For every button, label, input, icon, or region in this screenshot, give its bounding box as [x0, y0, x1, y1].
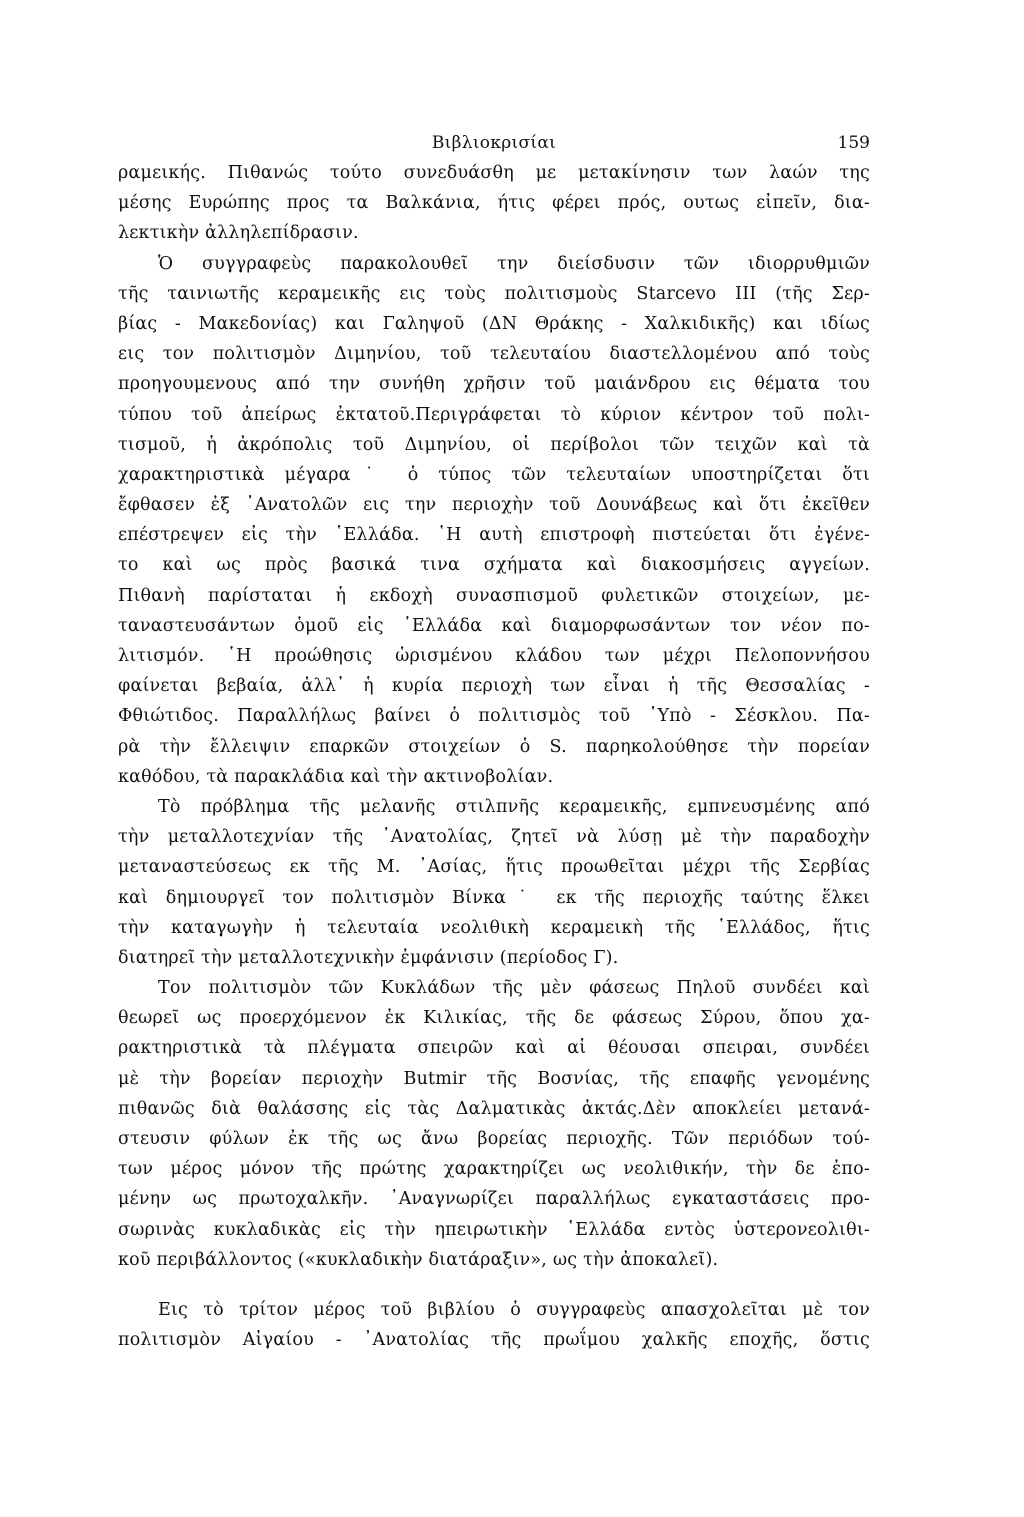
text-line: ραμεικής. Πιθανώς τούτο συνεδυάσθη με μετακίνησιν των λαών της [118, 163, 870, 183]
text-line: χαρακτηριστικὰ μέγαρα˙ ὁ τύπος τῶν τελευταίων υποστηρίζεται ὅτι [118, 464, 870, 485]
paragraph [118, 792, 870, 973]
text-line: εις τον πολιτισμὸν Διμηνίου, τοῦ τελευταίου διαστελλομένου από τοὺς [118, 344, 870, 365]
paragraph [118, 158, 870, 249]
text-line: προηγουμενους από την συνήθη χρῆσιν τοῦ μαιάνδρου εις θέματα του [118, 374, 870, 395]
text-line: στευσιν φύλων ἐκ τῆς ως ἄνω βορείας περιοχῆς. Τῶν περιόδων τού- [118, 1129, 870, 1149]
text-line: Τὸ πρόβλημα τῆς μελανῆς στιλπνῆς κεραμεικῆς, εμπνευσμένης από [158, 796, 870, 817]
text-line: τὴν μεταλλοτεχνίαν τῆς ᾿Ανατολίας, ζητεῖ νὰ λύσῃ μὲ τὴν παραδοχὴν [118, 827, 870, 848]
text-line: λεκτικὴν ἀλληλεπίδρασιν. [118, 223, 359, 244]
text-line: Εις τὸ τρίτον μέρος τοῦ βιβλίου ὁ συγγραφεὺς απασχολεῖται μὲ τον [158, 1299, 870, 1320]
text-line: θεωρεῖ ως προερχόμενον ἐκ Κιλικίας, τῆς δε φάσεως Σύρου, ὅπου χα- [118, 1008, 870, 1029]
text-line: Φθιώτιδος. Παραλλήλως βαίνει ὁ πολιτισμὸς τοῦ ῾Υπὸ - Σέσκλου. Πα- [118, 706, 870, 727]
text-line: πολιτισμὸν Αἰγαίου - ᾿Ανατολίας τῆς πρωΐμου χαλκῆς εποχῆς, ὅστις [118, 1330, 870, 1351]
paragraph [118, 249, 870, 792]
page-number: 159 [837, 133, 870, 153]
text-line: πιθανῶς διὰ θαλάσσης εἰς τὰς Δαλματικὰς ἀκτάς.Δὲν αποκλείει μετανά- [118, 1098, 870, 1119]
text-line: ταναστευσάντων ὁμοῦ εἰς ῾Ελλάδα καὶ διαμορφωσάντων τον νέον πο- [118, 615, 870, 636]
text-line: σωρινὰς κυκλαδικὰς εἰς τὴν ηπειρωτικὴν ῾Ελλάδα εντὸς ὑστερονεολιθι- [118, 1219, 870, 1240]
text-line: τισμοῦ, ἡ ἀκρόπολις τοῦ Διμηνίου, οἱ περίβολοι τῶν τειχῶν καὶ τὰ [118, 434, 870, 455]
text-line: κοῦ περιβάλλοντος («κυκλαδικὴν διατάραξιν», ως τὴν ἀποκαλεῖ). [118, 1249, 719, 1270]
text-line: διατηρεῖ τὴν μεταλλοτεχνικὴν ἐμφάνισιν (περίοδος Γ). [118, 947, 619, 968]
text-line: τὴν καταγωγὴν ἡ τελευταία νεολιθικὴ κεραμεικὴ τῆς ῾Ελλάδος, ἥτις [118, 917, 870, 938]
text-line: μὲ τὴν βορείαν περιοχὴν Butmir τῆς Βοσνίας, τῆς επαφῆς γενομένης [118, 1068, 870, 1089]
text-line: ρὰ τὴν ἔλλειψιν επαρκῶν στοιχείων ὁ S. παρηκολούθησε τὴν πορείαν [118, 736, 870, 757]
paragraph [118, 973, 870, 1275]
text-line: το καὶ ως πρὸς βασικά τινα σχήματα καὶ διακοσμήσεις αγγείων. [118, 555, 870, 576]
text-line: βίας - Μακεδονίας) και Γαληψοῦ (ΔΝ Θράκης - Χαλκιδικῆς) και ιδίως [118, 313, 870, 334]
text-line: Πιθανὴ παρίσταται ἡ εκδοχὴ συνασπισμοῦ φυλετικῶν στοιχείων, με- [118, 585, 870, 606]
body-text [118, 158, 870, 1355]
text-line: φαίνεται βεβαία, ἀλλ᾿ ἡ κυρία περιοχὴ των εἶναι ἡ τῆς Θεσσαλίας - [118, 676, 870, 697]
text-line: λιτισμόν. ῾Η προώθησις ὡρισμένου κλάδου των μέχρι Πελοποννήσου [118, 646, 870, 666]
paragraph [118, 1295, 870, 1355]
text-line: των μέρος μόνον τῆς πρώτης χαρακτηρίζει ως νεολιθικήν, τὴν δε ἑπο- [118, 1159, 870, 1180]
running-header [118, 128, 870, 158]
text-line: καὶ δημιουργεῖ τον πολιτισμὸν Βίνκα˙ εκ τῆς περιοχῆς ταύτης ἕλκει [118, 887, 870, 908]
text-line: μένην ως πρωτοχαλκῆν. ᾿Αναγνωρίζει παραλλήλως εγκαταστάσεις προ- [118, 1189, 870, 1210]
paragraph-gap [118, 1275, 870, 1295]
running-title: Βιβλιοκρισίαι [431, 133, 557, 153]
text-line: Τον πολιτισμὸν τῶν Κυκλάδων τῆς μὲν φάσεως Πηλοῦ συνδέει καὶ [158, 978, 870, 999]
text-line: μέσης Ευρώπης προς τα Βαλκάνια, ήτις φέρει πρός, ουτως εἰπεῖν, δια- [118, 193, 870, 214]
text-line: Ὁ συγγραφεὺς παρακολουθεῖ την διείσδυσιν τῶν ιδιορρυθμιῶν [158, 253, 870, 274]
text-line: επέστρεψεν εἰς τὴν ῾Ελλάδα. ῾Η αυτὴ επιστροφὴ πιστεύεται ὅτι ἐγένε- [118, 525, 870, 546]
text-line: καθόδου, τὰ παρακλάδια καὶ τὴν ακτινοβολίαν. [118, 766, 554, 787]
text-line: τύπου τοῦ ἀπείρως ἐκτατοῦ.Περιγράφεται τὸ κύριον κέντρον τοῦ πολι- [118, 404, 870, 425]
text-line: τῆς ταινιωτῆς κεραμεικῆς εις τοὺς πολιτισμοὺς Starcevo III (τῆς Σερ- [118, 283, 870, 304]
text-line: ἔφθασεν ἐξ ᾿Ανατολῶν εις την περιοχὴν τοῦ Δουνάβεως καὶ ὅτι ἐκεῖθεν [118, 495, 870, 516]
text-line: ρακτηριστικὰ τὰ πλέγματα σπειρῶν καὶ αἱ θέουσαι σπειραι, συνδέει [118, 1038, 870, 1059]
text-line: μεταναστεύσεως εκ τῆς Μ. ᾿Ασίας, ἥτις προωθεῖται μέχρι τῆς Σερβίας [118, 857, 870, 878]
